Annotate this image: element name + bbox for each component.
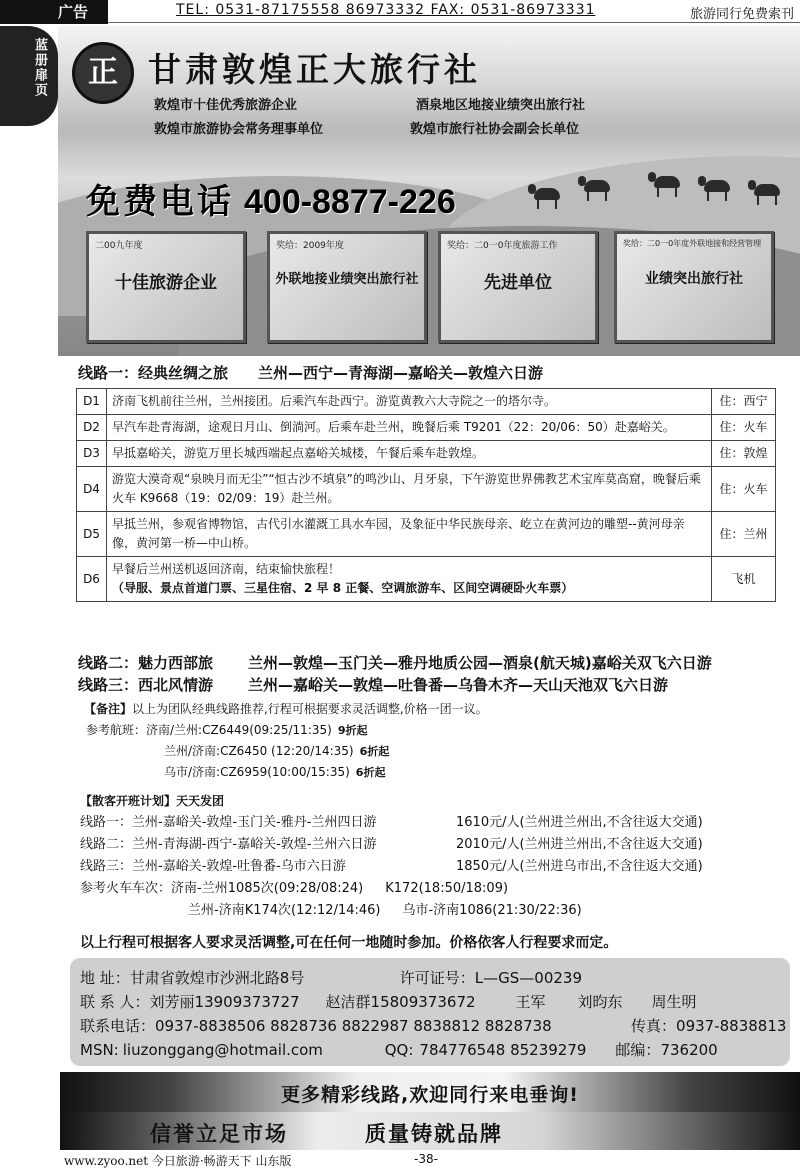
activity-cell — [107, 557, 712, 602]
agency-logo-icon — [72, 42, 134, 104]
camel-icon — [578, 176, 618, 202]
people-label: 联 系 人： — [80, 993, 150, 1011]
day-cell: D4 — [77, 467, 107, 512]
activity-cell: 游览大漠奇观“泉映月而无尘”“恒古沙不填泉”的鸣沙山、月牙泉，下午游览世界佛教艺术宝库莫高窟，晚餐后乘火车 K9668（19：02/09：19）赴兰州。 — [107, 467, 712, 512]
address-value: 甘肃省敦煌市沙洲北路8号 — [129, 969, 305, 987]
schedule-price: 1610元/人(兰州进兰州出,不含往返大交通) — [456, 815, 703, 830]
day-cell: D6 — [77, 557, 107, 602]
contact-person: 刘芳丽13909373727 — [149, 993, 300, 1011]
remarks-text: 以上为团队经典线路推荐,行程可根据要求灵活调整,价格一团一议。 — [132, 702, 488, 716]
certificate-head: 二00九年度 — [95, 241, 143, 251]
flight-discount: 9折起 — [337, 724, 368, 737]
agency-name: 甘肃敦煌正大旅行社 — [148, 50, 481, 89]
camel-icon — [748, 180, 788, 206]
footer-site: www.zyoo.net 今日旅游·畅游天下 山东版 — [64, 1154, 292, 1168]
route-path: 兰州—嘉峪关—敦煌—吐鲁番—乌鲁木齐—天山天池双飞六日游 — [248, 676, 669, 694]
schedule-section — [80, 790, 756, 922]
route-name: 线路二：魅力西部旅 — [78, 654, 214, 672]
activity-cell: 早抵嘉峪关，游览万里长城西端起点嘉峪关城楼，午餐后乘车赴敦煌。 — [107, 441, 712, 467]
contact-person: 刘昀东 — [577, 993, 623, 1011]
msn-label: MSN: — [80, 1041, 119, 1059]
stay-cell: 住：火车 — [712, 415, 776, 441]
contact-box — [70, 958, 790, 1066]
contact-row — [80, 1038, 780, 1062]
schedule-price: 2010元/人(兰州进兰州出,不含往返大交通) — [456, 837, 703, 852]
contact-person: 王军 — [515, 993, 546, 1011]
camel-icon — [528, 184, 568, 210]
side-tab — [0, 26, 58, 126]
page-number: -38- — [414, 1152, 438, 1166]
camel-icon — [648, 172, 688, 198]
list-item — [86, 741, 389, 762]
train-item: 乌市-济南1086(21:30/22:36) — [402, 903, 582, 918]
certificate-plaque — [614, 231, 774, 343]
route-heading — [78, 362, 543, 383]
stay-cell: 住：敦煌 — [712, 441, 776, 467]
phone-value: 0937-8838506 8828736 8822987 8838812 8828738 — [155, 1017, 552, 1035]
license-label: 许可证号： — [399, 969, 475, 987]
table-row — [77, 389, 776, 415]
certificate-title: 先进单位 — [484, 273, 552, 293]
stay-cell: 住：兰州 — [712, 512, 776, 557]
motto-banner — [60, 1112, 800, 1150]
welcome-banner — [60, 1072, 800, 1112]
list-item — [80, 856, 756, 878]
certificate-title: 十佳旅游企业 — [115, 273, 217, 293]
msn-value: liuzonggang@hotmail.com — [122, 1041, 323, 1059]
left-margin — [0, 130, 58, 1168]
itinerary-table — [76, 388, 776, 602]
certificate-plaque — [267, 231, 427, 343]
flight-route: 乌市/济南:CZ6959(10:00/15:35) — [164, 765, 350, 779]
trains-label: 参考火车车次： — [80, 881, 172, 896]
activity-cell: 济南飞机前往兰州，兰州接团。后乘汽车赴西宁。游览黄教六大寺院之一的塔尔寺。 — [107, 389, 712, 415]
motto-text: 质量铸就品牌 — [365, 1121, 503, 1146]
remarks-label: 【备注】 — [84, 702, 133, 716]
table-row — [77, 557, 776, 602]
inclusions-note: （导服、景点首道门票、三星住宿、2 早 8 正餐、空调旅游车、区间空调硬卧火车票） — [112, 581, 574, 595]
schedule-route: 线路三：兰州-嘉峪关-敦煌-吐鲁番-乌市六日游 — [80, 859, 346, 874]
honor-text: 敦煌市旅游协会常务理事单位 — [154, 122, 324, 137]
top-bar — [0, 0, 800, 24]
flight-discount: 6折起 — [359, 745, 390, 758]
stay-cell: 住：火车 — [712, 467, 776, 512]
qq-value: 784776548 85239279 — [419, 1041, 587, 1059]
route-path: 兰州—敦煌—玉门关—雅丹地质公园—酒泉(航天城)嘉峪关双飞六日游 — [248, 654, 712, 672]
table-row — [77, 467, 776, 512]
activity-cell: 早汽车赴青海湖，途观日月山、倒淌河。后乘车赴兰州，晚餐后乘 T9201（22：20/06：50）赴嘉峪关。 — [107, 415, 712, 441]
certificate-head: 奖给：2009年度 — [276, 241, 344, 251]
day-cell: D1 — [77, 389, 107, 415]
train-item: 兰州-济南K174次(12:12/14:46) — [188, 903, 381, 918]
top-contact: TEL: 0531-87175558 86973332 FAX: 0531-86973331 — [176, 2, 596, 18]
qq-label: QQ: — [384, 1041, 414, 1059]
certificate-head: 奖给：二0一0年度旅游工作 — [447, 241, 558, 251]
remarks — [84, 700, 488, 719]
honor-text: 酒泉地区地接业绩突出旅行社 — [416, 98, 586, 113]
honor-text: 敦煌市旅行社协会副会长单位 — [410, 122, 580, 137]
certificate-head: 奖给：二0一0年度外联地接和经营管理 — [623, 239, 762, 248]
train-item: K172(18:50/18:09) — [385, 881, 509, 896]
day-cell: D5 — [77, 512, 107, 557]
ad-tag: 广告 — [0, 0, 108, 24]
flight-route: 济南/兰州:CZ6449(09:25/11:35) — [146, 723, 332, 737]
contact-person: 赵洁群15809373672 — [325, 993, 476, 1011]
certificate-title: 业绩突出旅行社 — [645, 271, 743, 287]
hotline — [86, 174, 456, 223]
list-item — [86, 762, 389, 783]
activity-text: 早餐后兰州送机返回济南，结束愉快旅程！ — [112, 562, 341, 576]
zip-label: 邮编： — [615, 1041, 661, 1059]
list-item — [80, 834, 756, 856]
hero-banner — [58, 26, 800, 356]
list-item — [80, 900, 756, 922]
hotline-number: 400-8877-226 — [244, 183, 456, 221]
table-row — [77, 512, 776, 557]
day-cell: D3 — [77, 441, 107, 467]
route-name: 线路三：西北风情游 — [78, 676, 214, 694]
contact-row — [80, 990, 780, 1014]
route-name: 线路一：经典丝绸之旅 — [78, 364, 229, 382]
flight-discount: 6折起 — [355, 766, 386, 779]
certificate-plaque — [438, 231, 598, 343]
contact-row — [80, 966, 780, 990]
schedule-route: 线路二：兰州-青海湖-西宁-嘉峪关-敦煌-兰州六日游 — [80, 837, 377, 852]
contact-person: 周生明 — [651, 993, 697, 1011]
logo-glyph: 正 — [88, 55, 118, 90]
schedule-price: 1850元/人(兰州进乌市出,不含往返大交通) — [456, 859, 703, 874]
table-row — [77, 441, 776, 467]
flight-list — [86, 720, 389, 783]
list-item — [80, 812, 756, 834]
page-footer — [0, 1150, 800, 1168]
list-item — [80, 878, 756, 900]
day-cell: D2 — [77, 415, 107, 441]
route-heading — [78, 652, 712, 673]
route-path: 兰州—西宁—青海湖—嘉峪关—敦煌六日游 — [258, 364, 544, 382]
address-label: 地 址： — [80, 969, 130, 987]
camel-icon — [698, 176, 738, 202]
train-item: 济南-兰州1085次(09:28/08:24) — [171, 881, 364, 896]
stay-cell: 住：西宁 — [712, 389, 776, 415]
flights-label: 参考航班： — [86, 723, 147, 737]
phone-label: 联系电话： — [80, 1017, 156, 1035]
certificate-title: 外联地接业绩突出旅行社 — [275, 272, 419, 287]
welcome-text: 更多精彩线路,欢迎同行来电垂询! — [281, 1084, 579, 1106]
honor-text: 敦煌市十佳优秀旅游企业 — [154, 98, 298, 113]
zip-value: 736200 — [660, 1041, 718, 1059]
motto-text: 信誉立足市场 — [150, 1121, 288, 1146]
stay-cell: 飞机 — [712, 557, 776, 602]
certificate-plaque — [86, 231, 246, 343]
schedule-route: 线路一：兰州-嘉峪关-敦煌-玉门关-雅丹-兰州四日游 — [80, 815, 377, 830]
table-row — [77, 415, 776, 441]
fax-value: 0937-8838813 — [676, 1017, 787, 1035]
flight-route: 兰州/济南:CZ6450 (12:20/14:35) — [164, 744, 354, 758]
summary-text: 以上行程可根据客人要求灵活调整,可在任何一地随时参加。价格依客人行程要求而定。 — [80, 935, 618, 951]
list-item — [86, 720, 389, 741]
fax-label: 传真： — [631, 1017, 677, 1035]
schedule-title: 【散客开班计划】天天发团 — [80, 794, 225, 808]
side-tab-label: 蓝册扉页 — [32, 38, 47, 98]
activity-cell: 早抵兰州，参观省博物馆，古代引水灌溉工具水车园，及象征中华民族母亲、屹立在黄河边的雕塑--黄河母亲像，黄河第一桥—中山桥。 — [107, 512, 712, 557]
top-divider — [108, 22, 800, 23]
route-heading — [78, 674, 668, 695]
license-value: L—GS—00239 — [474, 969, 583, 987]
contact-row — [80, 1014, 787, 1038]
hotline-label: 免费电话 — [86, 182, 234, 222]
top-right-label: 旅游同行免费索刊 — [689, 7, 794, 22]
